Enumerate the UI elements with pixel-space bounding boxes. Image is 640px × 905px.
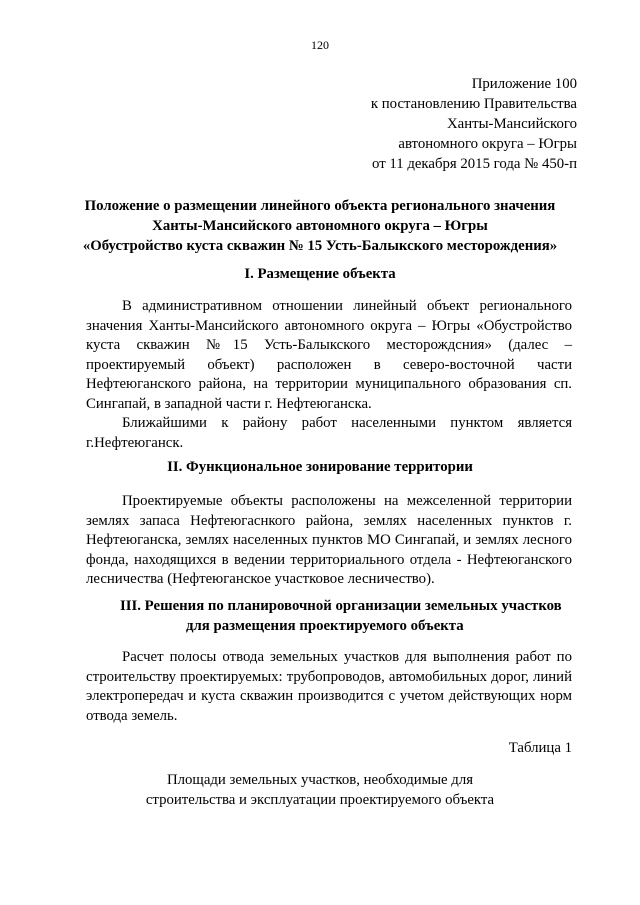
document-title [70, 196, 570, 256]
appendix-block [371, 74, 577, 174]
appendix-line: от 11 декабря 2015 года № 450-п [372, 156, 577, 172]
page-number: 120 [311, 38, 329, 52]
section-heading-3-line: для размещения проектируемого объекта [186, 618, 464, 634]
paragraph: В административном отношении линейный объект регионального значения Ханты-Мансийского автономного округа – Югры «Обустройство куста скважин №15 Усть-Балыкского месторождсния» (далес – проектируемый объект) расположен в северо-восточной части Нефтеюганского района, на территории муниципального образования сп. Сингапай, в западной части г. Нефтеюганска. [86, 298, 572, 412]
appendix-line: автономного округа – Югры [398, 136, 577, 152]
title-line: Положение о размещении линейного объекта регионального значения [84, 198, 556, 214]
section-heading-3 [86, 596, 572, 636]
table-title-line: Площади земельных участков, необходимые для [166, 772, 474, 788]
section-2-body [86, 492, 572, 590]
appendix-line: Ханты-Мансийского [446, 116, 577, 132]
section-heading-1: I. Размещение объекта [244, 266, 396, 282]
appendix-line: Приложение 100 [471, 76, 577, 92]
paragraph: Расчет полосы отвода земельных участков для выполнения работ по строительству проектируемых: трубопроводов, автомобильных дорог, линий электропередач и куста скважин производится с учетом действующих норм отвода земель. [86, 649, 572, 724]
appendix-line: к постановлению Правительства [370, 96, 577, 112]
section-3-body [86, 648, 572, 726]
title-line: «Обустройство куста скважин № 15 Усть-Балыкского месторождения» [82, 238, 558, 254]
title-line: Ханты-Мансийского автономного округа – Югры [152, 218, 488, 234]
table-label: Таблица 1 [508, 740, 572, 756]
paragraph: Проектируемые объекты расположены на межселенной территории землях запаса Нефтеюгаснкого района, землях населенных пунктов г. Нефтеюганска, землях населенных пунктов МО Сингапай, и землях лесного фонда, находящихся в ведении территориального отдела - Нефтеюганского лесничества (Нефтеюганское участковое лесничество). [86, 493, 572, 587]
section-heading-3-line: III. Решения по планировочной организации земельных участков [120, 598, 562, 614]
section-heading-2: II. Функциональное зонирование территории [167, 459, 473, 475]
paragraph: Ближайшими к району работ населенными пунктом является г.Нефтеюганск. [86, 415, 572, 451]
table-title [0, 770, 640, 810]
table-title-line: строительства и эксплуатации проектируемого объекта [145, 792, 495, 808]
section-1-body [86, 297, 572, 453]
